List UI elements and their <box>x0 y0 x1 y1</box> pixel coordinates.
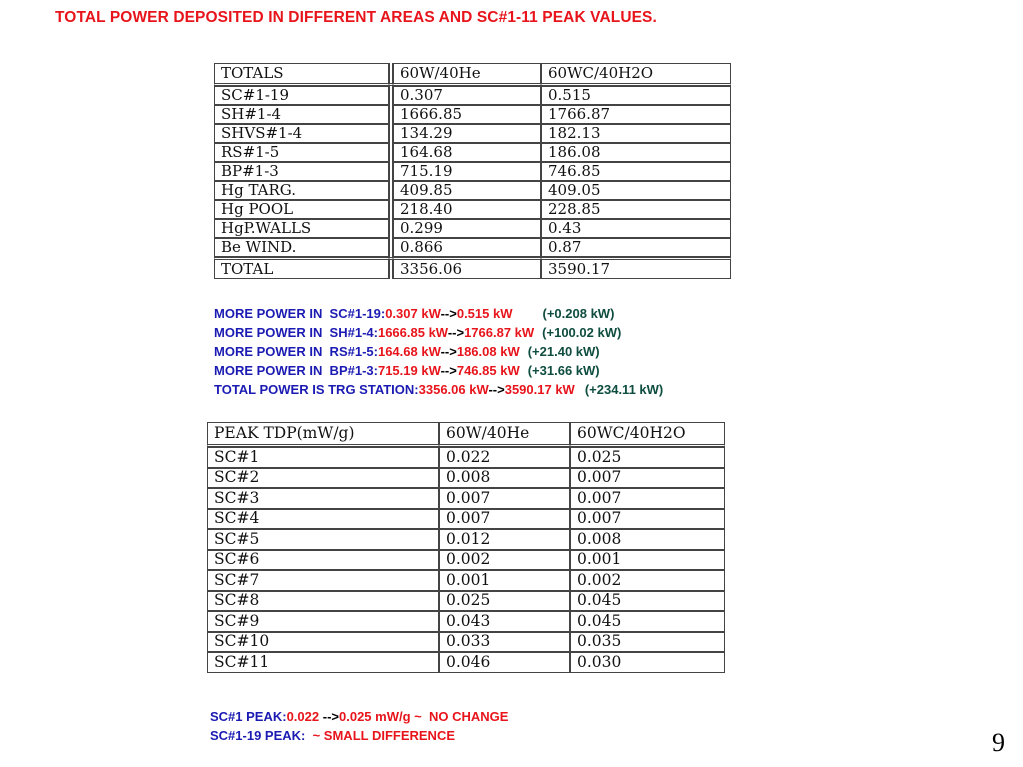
value-cell: 0.307 <box>393 86 541 105</box>
note-delta: (+0.208 kW) <box>542 306 615 321</box>
total-value-cell: 3356.06 <box>393 257 541 279</box>
table-row <box>214 219 731 238</box>
header-cell: 60WC/40H2O <box>570 422 725 447</box>
value-cell: 0.033 <box>439 632 570 653</box>
value-cell: 0.515 <box>541 86 731 105</box>
footnote-from: 0.022 <box>286 709 320 724</box>
note-from: 0.307 kW <box>385 306 441 321</box>
value-cell: 0.022 <box>439 447 570 468</box>
area-cell: BP#1-3 <box>214 162 389 181</box>
note-to: 186.08 kW <box>456 344 520 359</box>
table-row <box>207 591 725 612</box>
value-cell: 715.19 <box>393 162 541 181</box>
value-cell: 0.045 <box>570 591 725 612</box>
value-cell: 0.299 <box>393 219 541 238</box>
value-cell: 409.05 <box>541 181 731 200</box>
value-cell: 0.007 <box>439 509 570 530</box>
table-row <box>214 143 731 162</box>
note-line <box>214 380 663 399</box>
table-row <box>214 105 731 124</box>
page-number: 9 <box>992 728 1005 757</box>
note-arrow: --> <box>440 344 457 359</box>
header-cell: 60W/40He <box>439 422 570 447</box>
table-header-row <box>207 422 725 447</box>
area-cell: SH#1-4 <box>214 105 389 124</box>
footnote-line-1 <box>210 707 508 726</box>
note-arrow: --> <box>488 382 505 397</box>
note-line <box>214 361 663 380</box>
header-cell: 60W/40He <box>393 63 541 86</box>
note-delta: (+234.11 kW) <box>584 382 664 397</box>
value-cell: 409.85 <box>393 181 541 200</box>
sc-cell: SC#4 <box>207 509 439 530</box>
note-line <box>214 304 663 323</box>
table-row <box>207 570 725 591</box>
note-arrow: --> <box>440 306 457 321</box>
footnote-rest: ~ SMALL DIFFERENCE <box>305 728 456 743</box>
value-cell: 186.08 <box>541 143 731 162</box>
note-from: 1666.85 kW <box>377 325 448 340</box>
footnote-label: SC#1 PEAK: <box>210 709 287 724</box>
table-row <box>207 632 725 653</box>
note-delta: (+21.40 kW) <box>527 344 600 359</box>
value-cell: 182.13 <box>541 124 731 143</box>
area-cell: RS#1-5 <box>214 143 389 162</box>
note-from: 3356.06 kW <box>418 382 489 397</box>
note-line <box>214 323 663 342</box>
value-cell: 0.008 <box>439 468 570 489</box>
table-row <box>207 447 725 468</box>
power-notes <box>214 304 663 399</box>
note-line <box>214 342 663 361</box>
header-cell: TOTALS <box>214 63 389 86</box>
area-cell: Hg POOL <box>214 200 389 219</box>
note-delta: (+31.66 kW) <box>527 363 600 378</box>
page-title: TOTAL POWER DEPOSITED IN DIFFERENT AREAS AND SC#1-11 PEAK VALUES. <box>55 9 657 26</box>
value-cell: 0.025 <box>439 591 570 612</box>
table-row <box>207 468 725 489</box>
value-cell: 218.40 <box>393 200 541 219</box>
footnote-arrow: --> <box>319 709 339 724</box>
sc-cell: SC#6 <box>207 550 439 571</box>
table-row <box>214 86 731 105</box>
sc-cell: SC#7 <box>207 570 439 591</box>
table-row <box>214 238 731 257</box>
table-row <box>214 200 731 219</box>
value-cell: 1766.87 <box>541 105 731 124</box>
value-cell: 0.007 <box>570 488 725 509</box>
value-cell: 0.012 <box>439 529 570 550</box>
sc-cell: SC#9 <box>207 611 439 632</box>
value-cell: 0.045 <box>570 611 725 632</box>
table-row <box>207 509 725 530</box>
value-cell: 0.025 <box>570 447 725 468</box>
value-cell: 134.29 <box>393 124 541 143</box>
area-cell: Hg TARG. <box>214 181 389 200</box>
total-row <box>214 257 731 279</box>
table-row <box>214 162 731 181</box>
value-cell: 0.866 <box>393 238 541 257</box>
note-from: 715.19 kW <box>377 363 441 378</box>
sc-cell: SC#11 <box>207 652 439 673</box>
table-row <box>207 652 725 673</box>
area-cell: Be WIND. <box>214 238 389 257</box>
value-cell: 0.007 <box>570 468 725 489</box>
header-cell: PEAK TDP(mW/g) <box>207 422 439 447</box>
total-label-cell: TOTAL <box>214 257 389 279</box>
note-label: TOTAL POWER IS TRG STATION: <box>214 382 419 397</box>
value-cell: 0.046 <box>439 652 570 673</box>
area-cell: HgP.WALLS <box>214 219 389 238</box>
table-row <box>207 550 725 571</box>
area-cell: SC#1-19 <box>214 86 389 105</box>
value-cell: 1666.85 <box>393 105 541 124</box>
value-cell: 0.43 <box>541 219 731 238</box>
header-cell: 60WC/40H2O <box>541 63 731 86</box>
footnote-line-2 <box>210 726 508 745</box>
table-row <box>214 181 731 200</box>
sc-cell: SC#10 <box>207 632 439 653</box>
note-delta: (+100.02 kW) <box>542 325 622 340</box>
value-cell: 228.85 <box>541 200 731 219</box>
table-row <box>214 124 731 143</box>
value-cell: 0.001 <box>570 550 725 571</box>
value-cell: 0.87 <box>541 238 731 257</box>
peak-table <box>207 422 725 673</box>
sc-cell: SC#1 <box>207 447 439 468</box>
note-arrow: --> <box>440 363 457 378</box>
sc-cell: SC#3 <box>207 488 439 509</box>
table-row <box>207 611 725 632</box>
note-arrow: --> <box>447 325 465 340</box>
value-cell: 0.002 <box>439 550 570 571</box>
note-to: 0.515 kW <box>456 306 513 321</box>
note-label: MORE POWER IN BP#1-3: <box>214 363 378 378</box>
value-cell: 164.68 <box>393 143 541 162</box>
value-cell: 0.043 <box>439 611 570 632</box>
note-label: MORE POWER IN SH#1-4: <box>214 325 378 340</box>
note-to: 3590.17 kW <box>504 382 575 397</box>
value-cell: 0.030 <box>570 652 725 673</box>
note-label: MORE POWER IN SC#1-19: <box>214 306 386 321</box>
note-from: 164.68 kW <box>377 344 441 359</box>
sc-cell: SC#5 <box>207 529 439 550</box>
sc-cell: SC#8 <box>207 591 439 612</box>
totals-table <box>214 63 731 279</box>
note-label: MORE POWER IN RS#1-5: <box>214 344 378 359</box>
value-cell: 0.007 <box>439 488 570 509</box>
footnote-to: 0.025 mW/g ~ NO CHANGE <box>339 709 509 724</box>
footnote <box>210 707 508 745</box>
value-cell: 0.035 <box>570 632 725 653</box>
value-cell: 0.001 <box>439 570 570 591</box>
table-row <box>207 488 725 509</box>
total-value-cell: 3590.17 <box>541 257 731 279</box>
area-cell: SHVS#1-4 <box>214 124 389 143</box>
table-row <box>207 529 725 550</box>
value-cell: 0.002 <box>570 570 725 591</box>
value-cell: 0.008 <box>570 529 725 550</box>
note-to: 1766.87 kW <box>464 325 535 340</box>
table-header-row <box>214 63 731 86</box>
sc-cell: SC#2 <box>207 468 439 489</box>
value-cell: 0.007 <box>570 509 725 530</box>
footnote-label: SC#1-19 PEAK: <box>210 728 306 743</box>
value-cell: 746.85 <box>541 162 731 181</box>
note-to: 746.85 kW <box>456 363 520 378</box>
